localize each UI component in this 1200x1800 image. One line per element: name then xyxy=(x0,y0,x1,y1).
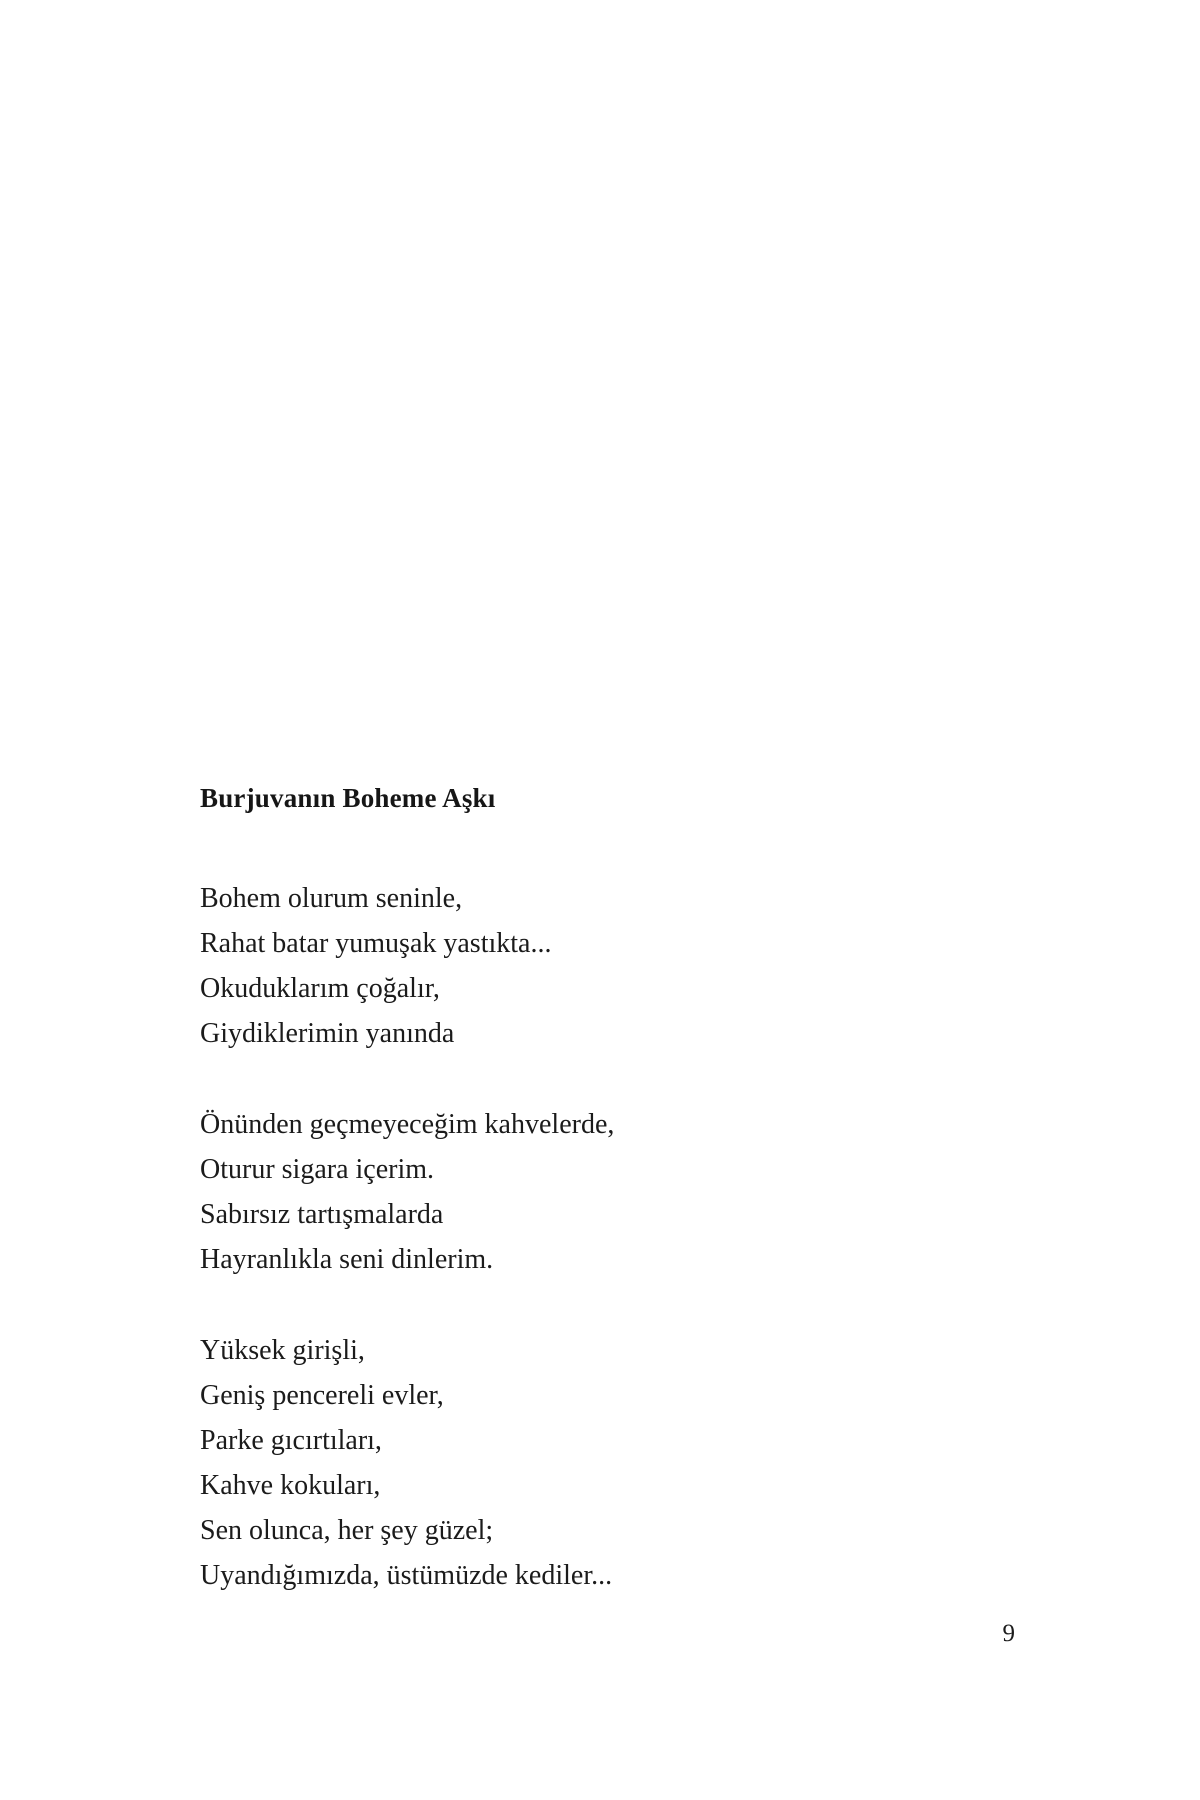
poem-line: Kahve kokuları, xyxy=(200,1470,381,1502)
poem-line: Geniş pencereli evler, xyxy=(200,1380,444,1412)
poem-line: Önünden geçmeyeceğim kahvelerde, xyxy=(200,1109,615,1141)
poem-line: Sabırsız tartışmalarda xyxy=(200,1199,444,1231)
page-title: Burjuvanın Boheme Aşkı xyxy=(200,783,496,813)
poem-line: Sen olunca, her şey güzel; xyxy=(200,1515,494,1547)
poem-stanza xyxy=(200,876,980,1056)
poem-line: Yüksek girişli, xyxy=(200,1335,365,1367)
page-number: 9 xyxy=(1002,1620,1015,1647)
poem-line: Hayranlıkla seni dinlerim. xyxy=(200,1244,494,1276)
poem-block xyxy=(200,782,980,1598)
poem-stanza xyxy=(200,1102,980,1282)
poem-line: Okuduklarım çoğalır, xyxy=(200,973,440,1005)
poem-line: Rahat batar yumuşak yastıkta... xyxy=(200,928,552,960)
poem-line: Uyandığımızda, üstümüzde kediler... xyxy=(200,1560,613,1592)
poem-line: Oturur sigara içerim. xyxy=(200,1154,435,1186)
poem-line: Parke gıcırtıları, xyxy=(200,1425,382,1457)
poem-stanza xyxy=(200,1328,980,1598)
poem-line: Bohem olurum seninle, xyxy=(200,883,463,915)
poem-line: Giydiklerimin yanında xyxy=(200,1018,455,1050)
